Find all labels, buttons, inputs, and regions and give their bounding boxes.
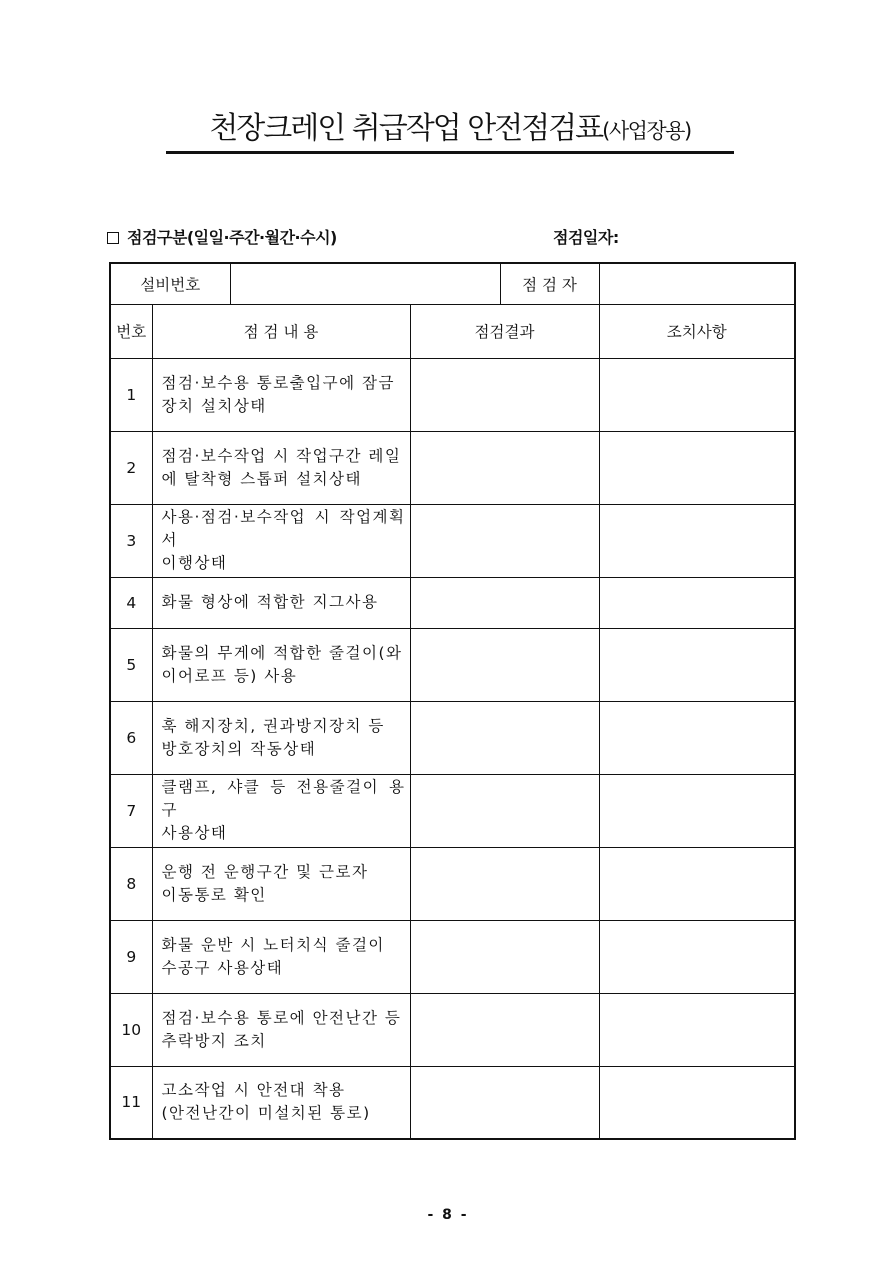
item-action-field[interactable] (599, 774, 795, 847)
item-number: 2 (110, 431, 152, 504)
item-result-field[interactable] (410, 993, 599, 1066)
table-row (110, 1066, 795, 1139)
item-content-line: 고소작업 시 안전대 착용 (161, 1081, 346, 1100)
equipment-number-field[interactable] (230, 263, 500, 304)
item-number: 8 (110, 847, 152, 920)
item-number: 5 (110, 628, 152, 701)
item-content-line: 화물 운반 시 노터치식 줄걸이 (161, 935, 385, 954)
item-result-field[interactable] (410, 847, 599, 920)
item-content-line: 클램프, 샤클 등 전용줄걸이 용구 (161, 778, 406, 819)
item-content (152, 993, 410, 1066)
equipment-number-label: 설비번호 (110, 263, 230, 304)
table-row (110, 358, 795, 431)
item-content-line: 점검·보수작업 시 작업구간 레일 (161, 446, 402, 465)
item-number: 1 (110, 358, 152, 431)
header-action: 조치사항 (599, 304, 795, 358)
item-content-line: 화물의 무게에 적합한 줄걸이(와 (161, 643, 403, 662)
item-content-line: 점검·보수용 통로에 안전난간 등 (161, 1008, 402, 1027)
item-content-line: 이동통로 확인 (161, 885, 267, 904)
item-action-field[interactable] (599, 847, 795, 920)
table-row (110, 774, 795, 847)
item-content-line: 방호장치의 작동상태 (161, 739, 317, 758)
item-content (152, 920, 410, 993)
item-content (152, 701, 410, 774)
inspection-table (109, 262, 796, 1140)
item-result-field[interactable] (410, 774, 599, 847)
item-result-field[interactable] (410, 1066, 599, 1139)
item-content-line: 점검·보수용 통로출입구에 잠금 (161, 373, 395, 392)
title-main: 천장크레인 취급작업 안전점검표 (209, 111, 603, 146)
item-content-line: 훅 해지장치, 권과방지장치 등 (161, 716, 385, 735)
item-content (152, 358, 410, 431)
item-number: 11 (110, 1066, 152, 1139)
inspector-label: 점 검 자 (500, 263, 599, 304)
table-row (110, 920, 795, 993)
table-row (110, 701, 795, 774)
item-content (152, 1066, 410, 1139)
table-row (110, 993, 795, 1066)
item-number: 3 (110, 504, 152, 577)
info-row (110, 263, 795, 304)
item-action-field[interactable] (599, 504, 795, 577)
inspection-date (553, 226, 619, 250)
item-content (152, 577, 410, 628)
table-row (110, 577, 795, 628)
inspection-category (107, 226, 337, 250)
item-action-field[interactable] (599, 577, 795, 628)
item-content-line: 수공구 사용상태 (161, 958, 284, 977)
item-content-line: 이행상태 (161, 554, 228, 572)
item-result-field[interactable] (410, 577, 599, 628)
inspection-date-label: 점검일자: (553, 228, 619, 247)
item-action-field[interactable] (599, 993, 795, 1066)
item-content-line: 장치 설치상태 (161, 396, 267, 415)
item-content (152, 847, 410, 920)
table-row (110, 847, 795, 920)
item-number: 7 (110, 774, 152, 847)
header-number: 번호 (110, 304, 152, 358)
item-action-field[interactable] (599, 628, 795, 701)
document-title (166, 106, 734, 154)
title-sub: (사업장용) (602, 119, 691, 143)
item-action-field[interactable] (599, 701, 795, 774)
category-checkbox[interactable] (107, 232, 119, 244)
header-content: 점 검 내 용 (152, 304, 410, 358)
table-row (110, 504, 795, 577)
item-content-line: 운행 전 운행구간 및 근로자 (161, 862, 369, 881)
item-content-line: 사용·점검·보수작업 시 작업계획서 (161, 508, 406, 549)
item-result-field[interactable] (410, 431, 599, 504)
item-number: 6 (110, 701, 152, 774)
inspection-category-label: 점검구분(일일·주간·월간·수시) (127, 228, 337, 247)
item-result-field[interactable] (410, 358, 599, 431)
item-content-line: 화물 형상에 적합한 지그사용 (161, 593, 379, 611)
item-content (152, 774, 410, 847)
item-result-field[interactable] (410, 628, 599, 701)
item-content-line: 추락방지 조치 (161, 1031, 267, 1050)
table-row (110, 628, 795, 701)
item-content-line: 이어로프 등) 사용 (161, 666, 298, 685)
item-content (152, 504, 410, 577)
item-action-field[interactable] (599, 431, 795, 504)
item-content-line: 에 탈착형 스톱퍼 설치상태 (161, 469, 362, 488)
item-action-field[interactable] (599, 1066, 795, 1139)
item-result-field[interactable] (410, 701, 599, 774)
item-content (152, 431, 410, 504)
item-result-field[interactable] (410, 920, 599, 993)
header-result: 점검결과 (410, 304, 599, 358)
item-content-line: (안전난간이 미설치된 통로) (161, 1104, 371, 1123)
item-number: 10 (110, 993, 152, 1066)
item-number: 9 (110, 920, 152, 993)
item-action-field[interactable] (599, 358, 795, 431)
item-content-line: 사용상태 (161, 824, 228, 842)
item-action-field[interactable] (599, 920, 795, 993)
item-content (152, 628, 410, 701)
inspector-field[interactable] (599, 263, 795, 304)
table-row (110, 431, 795, 504)
header-row (110, 304, 795, 358)
item-result-field[interactable] (410, 504, 599, 577)
item-number: 4 (110, 577, 152, 628)
page-number: - 8 - (427, 1207, 469, 1223)
